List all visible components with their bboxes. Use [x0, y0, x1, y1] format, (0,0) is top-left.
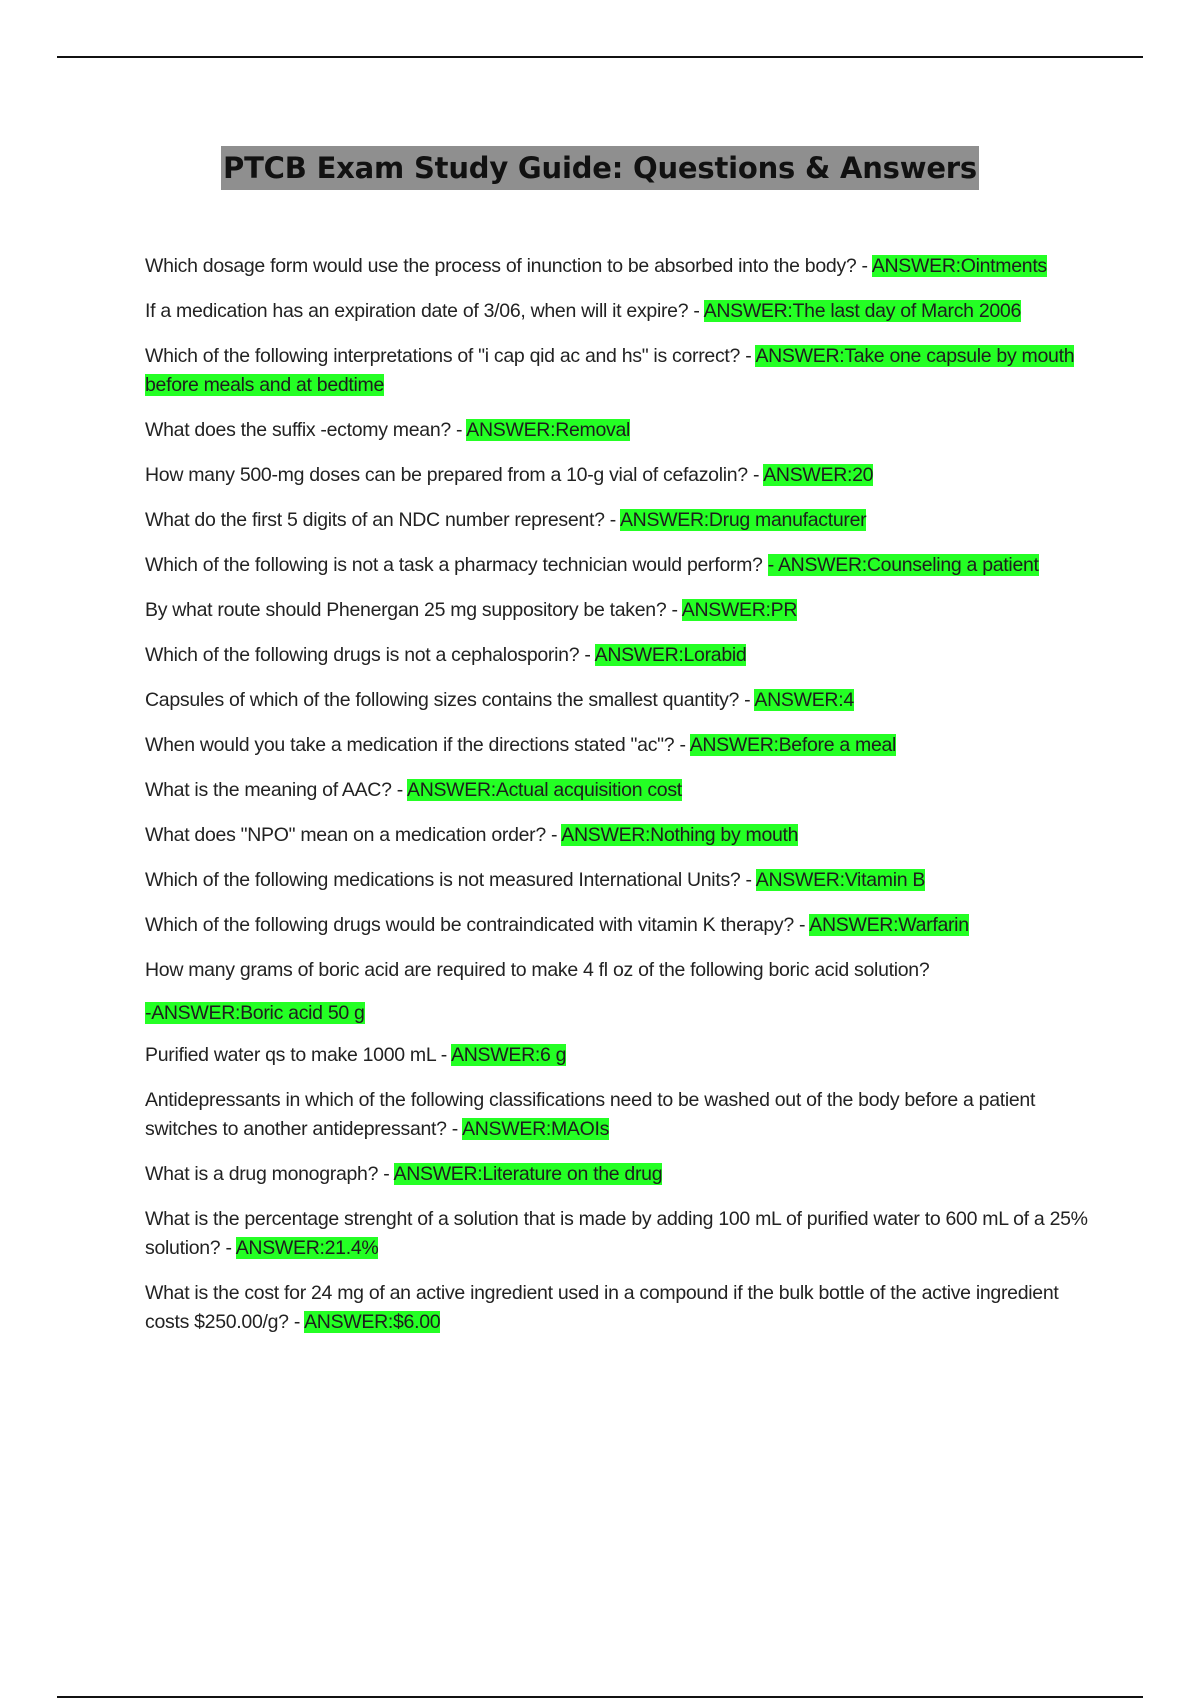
qa-item: [145, 342, 1095, 400]
answer-text: ANSWER:$6.00: [304, 1311, 441, 1333]
answer-text: ANSWER:6 g: [451, 1044, 567, 1066]
qa-item: [145, 956, 1095, 1028]
qa-list: [145, 252, 1095, 1353]
question-text: Capsules of which of the following sizes contains the smallest quantity? -: [145, 689, 751, 711]
answer-text: ANSWER:Actual acquisition cost: [406, 779, 682, 801]
question-text: What is a drug monograph? -: [145, 1163, 390, 1185]
question-text: Antidepressants in which of the following classifications need to be washed out of the body before a patient switches to another antidepressant? -: [145, 1089, 1036, 1140]
bottom-divider: [57, 1696, 1143, 1698]
answer-text: ANSWER:Ointments: [871, 255, 1047, 277]
qa-item: [145, 866, 1095, 895]
question-text: What is the meaning of AAC? -: [145, 779, 403, 801]
qa-item: [145, 1160, 1095, 1189]
answer-text: -ANSWER:Boric acid 50 g: [145, 1002, 365, 1024]
qa-item: [145, 1086, 1095, 1144]
answer-text: ANSWER:Lorabid: [594, 644, 747, 666]
question-text: Which of the following interpretations of "i cap qid ac and hs" is correct? -: [145, 345, 752, 367]
qa-item: [145, 821, 1095, 850]
question-text: Which of the following drugs would be contraindicated with vitamin K therapy? -: [145, 914, 806, 936]
answer-text: ANSWER:Literature on the drug: [393, 1163, 663, 1185]
qa-item: [145, 911, 1095, 940]
answer-text: ANSWER:MAOIs: [462, 1118, 610, 1140]
qa-item: [145, 596, 1095, 625]
question-text: Purified water qs to make 1000 mL -: [145, 1044, 448, 1066]
answer-text: ANSWER:4: [754, 689, 854, 711]
qa-item: [145, 641, 1095, 670]
question-text: Which of the following medications is not measured International Units? -: [145, 869, 752, 891]
qa-item: [145, 297, 1095, 326]
qa-item: [145, 776, 1095, 805]
question-text: What is the cost for 24 mg of an active ingredient used in a compound if the bulk bottle of the active ingredient costs $250.00/g? -: [145, 1282, 1059, 1333]
question-text: How many 500-mg doses can be prepared from a 10-g vial of cefazolin? -: [145, 464, 760, 486]
qa-item: [145, 506, 1095, 535]
question-text: When would you take a medication if the directions stated "ac"? -: [145, 734, 686, 756]
answer-text: ANSWER:21.4%: [235, 1237, 379, 1259]
answer-text: ANSWER:PR: [681, 599, 798, 621]
qa-item: [145, 461, 1095, 490]
top-divider: [57, 56, 1143, 58]
answer-text: ANSWER:Before a meal: [689, 734, 897, 756]
title-container: [0, 146, 1200, 190]
question-text: What does "NPO" mean on a medication order? -: [145, 824, 558, 846]
qa-item: [145, 1279, 1095, 1337]
answer-text: ANSWER:Removal: [466, 419, 631, 441]
question-text: Which dosage form would use the process of inunction to be absorbed into the body? -: [145, 255, 868, 277]
answer-text: - ANSWER:Counseling a patient: [767, 554, 1039, 576]
answer-text: ANSWER:Nothing by mouth: [561, 824, 799, 846]
answer-text: ANSWER:Drug manufacturer: [619, 509, 867, 531]
answer-text: ANSWER:Vitamin B: [755, 869, 926, 891]
document-title: PTCB Exam Study Guide: Questions & Answers: [221, 146, 979, 190]
question-text: How many grams of boric acid are required to make 4 fl oz of the following boric acid solution?: [145, 959, 930, 981]
answer-text: ANSWER:Take one capsule by mouth before meals and at bedtime: [145, 345, 1075, 396]
qa-item: [145, 551, 1095, 580]
qa-item: [145, 252, 1095, 281]
qa-item: [145, 686, 1095, 715]
question-text: What is the percentage strenght of a solution that is made by adding 100 mL of purified water to 600 mL of a 25% solution? -: [145, 1208, 1088, 1259]
question-text: By what route should Phenergan 25 mg suppository be taken? -: [145, 599, 678, 621]
question-text: Which of the following is not a task a pharmacy technician would perform?: [145, 554, 763, 576]
question-text: What do the first 5 digits of an NDC number represent? -: [145, 509, 616, 531]
answer-text: ANSWER:Warfarin: [809, 914, 969, 936]
question-text: Which of the following drugs is not a cephalosporin? -: [145, 644, 591, 666]
answer-text: ANSWER:20: [763, 464, 874, 486]
answer-line: [145, 999, 1095, 1028]
qa-item: [145, 1205, 1095, 1263]
qa-item: [145, 416, 1095, 445]
qa-item: [145, 731, 1095, 760]
answer-text: ANSWER:The last day of March 2006: [703, 300, 1022, 322]
qa-item: [145, 1041, 1095, 1070]
question-text: What does the suffix -ectomy mean? -: [145, 419, 463, 441]
question-text: If a medication has an expiration date of 3/06, when will it expire? -: [145, 300, 700, 322]
